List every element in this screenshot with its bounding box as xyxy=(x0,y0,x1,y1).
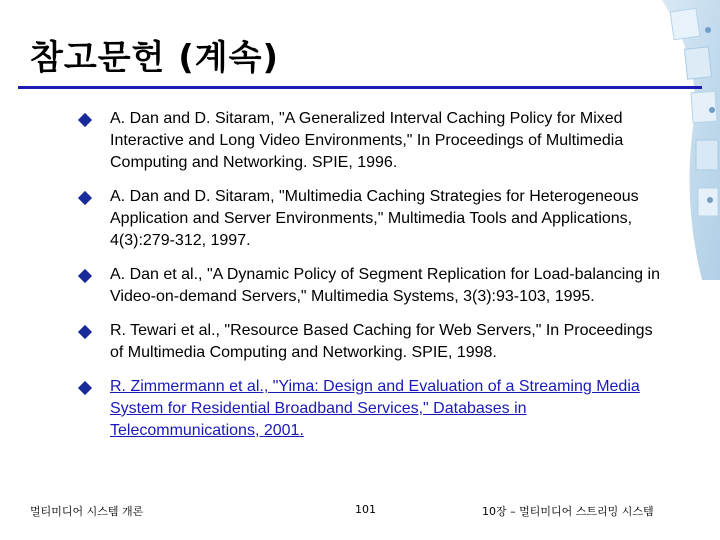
page-title: 참고문헌 (계속) xyxy=(30,38,279,78)
diamond-bullet-icon xyxy=(78,191,92,205)
reference-text: A. Dan et al., "A Dynamic Policy of Segment Replication for Load-balancing in Video-on-demand Servers," Multimedia Systems, 3(3):93-103, 1995. xyxy=(110,266,660,305)
list-item[interactable] xyxy=(80,376,660,442)
reference-link[interactable]: R. Zimmermann et al., "Yima: Design and Evaluation of a Streaming Media System for Residential Broadband Services," Databases in Telecommunications, 2001. xyxy=(110,378,640,439)
title-divider xyxy=(18,86,702,89)
list-item xyxy=(80,320,660,364)
diamond-bullet-icon xyxy=(78,325,92,339)
diamond-bullet-icon xyxy=(78,269,92,283)
list-item xyxy=(80,186,660,252)
reference-text: A. Dan and D. Sitaram, "A Generalized Interval Caching Policy for Mixed Interactive and Long Video Environments," In Proceedings of Multimedia Computing and Networking. SPIE, 1996. xyxy=(110,110,624,171)
diamond-bullet-icon xyxy=(78,113,92,127)
footer-page-number: 101 xyxy=(355,503,376,516)
footer-chapter-title: 10장 – 멀티미디어 스트리밍 시스템 xyxy=(482,505,654,518)
footer-course-title: 멀티미디어 시스템 개론 xyxy=(30,505,144,518)
list-item xyxy=(80,108,660,174)
reference-text: R. Tewari et al., "Resource Based Caching for Web Servers," In Proceedings of Multimedia Computing and Networking. SPIE, 1998. xyxy=(110,322,653,361)
reference-text: A. Dan and D. Sitaram, "Multimedia Caching Strategies for Heterogeneous Application and Server Environments," Multimedia Tools and Applications, 4(3):279-312, 1997. xyxy=(110,188,639,249)
list-item xyxy=(80,264,660,308)
reference-list xyxy=(80,108,660,454)
diamond-bullet-icon xyxy=(78,381,92,395)
